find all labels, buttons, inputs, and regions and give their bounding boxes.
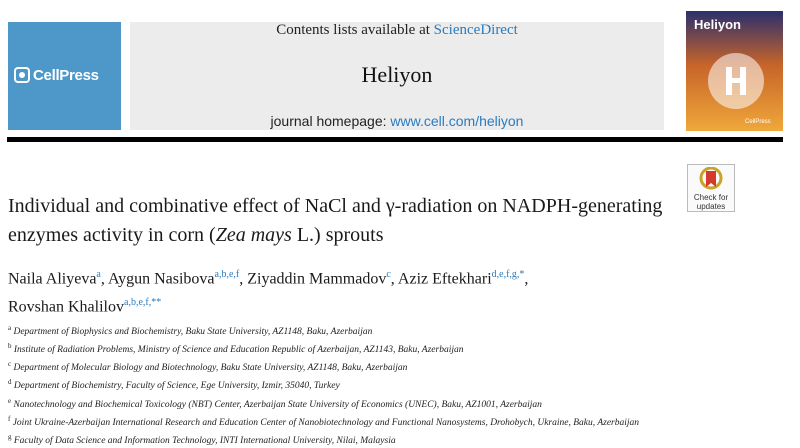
author-name[interactable]: Naila Aliyeva (8, 270, 97, 288)
affiliation-list (8, 321, 688, 448)
affiliation-text: Institute of Radiation Problems, Ministry of Science and Education Republic of Azerbaijan, AZ1143, Baku, Azerbaijan (13, 345, 464, 356)
check-for-updates-label: Check for updates (693, 193, 729, 211)
sciencedirect-link[interactable]: ScienceDirect (433, 22, 518, 38)
author-affiliation-marker[interactable]: a,b,e,f (214, 269, 240, 280)
affiliation-text: Department of Biochemistry, Faculty of Science, Ege University, Izmir, 35040, Turkey (13, 381, 340, 392)
affiliation-item (8, 321, 688, 339)
contents-line (130, 22, 664, 39)
affiliation-item (8, 375, 688, 393)
author-name[interactable]: Aygun Nasibova (108, 270, 215, 288)
affiliation-item (8, 412, 688, 430)
homepage-prefix: journal homepage: (270, 113, 387, 129)
bookmark-update-icon (699, 167, 723, 193)
author-affiliation-marker[interactable]: a (96, 269, 101, 280)
affiliation-text: Department of Biophysics and Biochemistry, Baku State University, AZ1148, Baku, Azerbaijan (13, 327, 373, 338)
affiliation-item (8, 394, 688, 412)
title-part-2: L.) sprouts (291, 224, 384, 246)
author-name[interactable]: Ziyaddin Mammadov (247, 270, 387, 288)
author-list: Naila Aliyeva$^a$, Aygun Nasibova$^{a,b,e,f}$, Ziyaddin Mammadov$^c$, Aziz Eftekhari$^{d,e,f,g,*}$, Rovshan Khalilov$^{a,b,e,f,**}$ (8, 269, 529, 316)
affiliation-text: Nanotechnology and Biochemical Toxicology (NBT) Center, Azerbaijan State University of Economics (UNEC), Baku, AZ1001, Azerbaijan (13, 399, 542, 410)
cellpress-mark-icon (14, 67, 30, 83)
title-species: Zea mays (215, 224, 292, 246)
author-affiliation-marker[interactable]: c (386, 269, 391, 280)
contents-prefix: Contents lists available at (276, 22, 430, 38)
homepage-line (130, 113, 664, 129)
header-divider (7, 137, 783, 142)
affiliation-marker: a (8, 324, 12, 332)
journal-title: Heliyon (361, 62, 433, 87)
author-affiliation-marker[interactable]: d,e,f,g,* (491, 269, 525, 280)
affiliation-marker: b (8, 342, 12, 351)
affiliation-marker: f (8, 414, 11, 423)
title-part-1: Individual and combinative effect of NaCl and γ-radiation on NADPH-generating enzymes activity in corn ( (8, 195, 663, 246)
affiliation-item (8, 357, 688, 375)
cover-publisher: CellPress (745, 119, 771, 125)
affiliation-marker: g (8, 432, 12, 441)
affiliation-item (8, 339, 688, 357)
cellpress-logo-text: CellPress (33, 66, 99, 84)
author-name[interactable]: Rovshan Khalilov (8, 298, 124, 316)
cellpress-logo[interactable] (14, 66, 116, 84)
affiliation-text: Joint Ukraine-Azerbaijan International Research and Education Center of Nanobiotechnology and Functional Nanosystems, Drohobych, Ukraine, Baku, Azerbaijan (12, 417, 640, 428)
affiliation-item (8, 430, 688, 448)
affiliation-marker: d (8, 378, 12, 387)
affiliation-marker: e (8, 396, 12, 405)
affiliation-marker: c (8, 360, 12, 369)
affiliation-text: Faculty of Data Science and Information Technology, INTI International University, Nilai, Malaysia (13, 436, 396, 447)
cover-title: Heliyon (694, 17, 741, 32)
author-name[interactable]: Aziz Eftekhari (397, 270, 492, 288)
author-affiliation-marker[interactable]: a,b,e,f,** (124, 297, 162, 309)
affiliation-text: Department of Molecular Biology and Biotechnology, Baku State University, AZ1148, Baku, Azerbaijan (13, 363, 408, 374)
article-title (8, 192, 673, 250)
homepage-link[interactable]: www.cell.com/heliyon (390, 113, 524, 129)
